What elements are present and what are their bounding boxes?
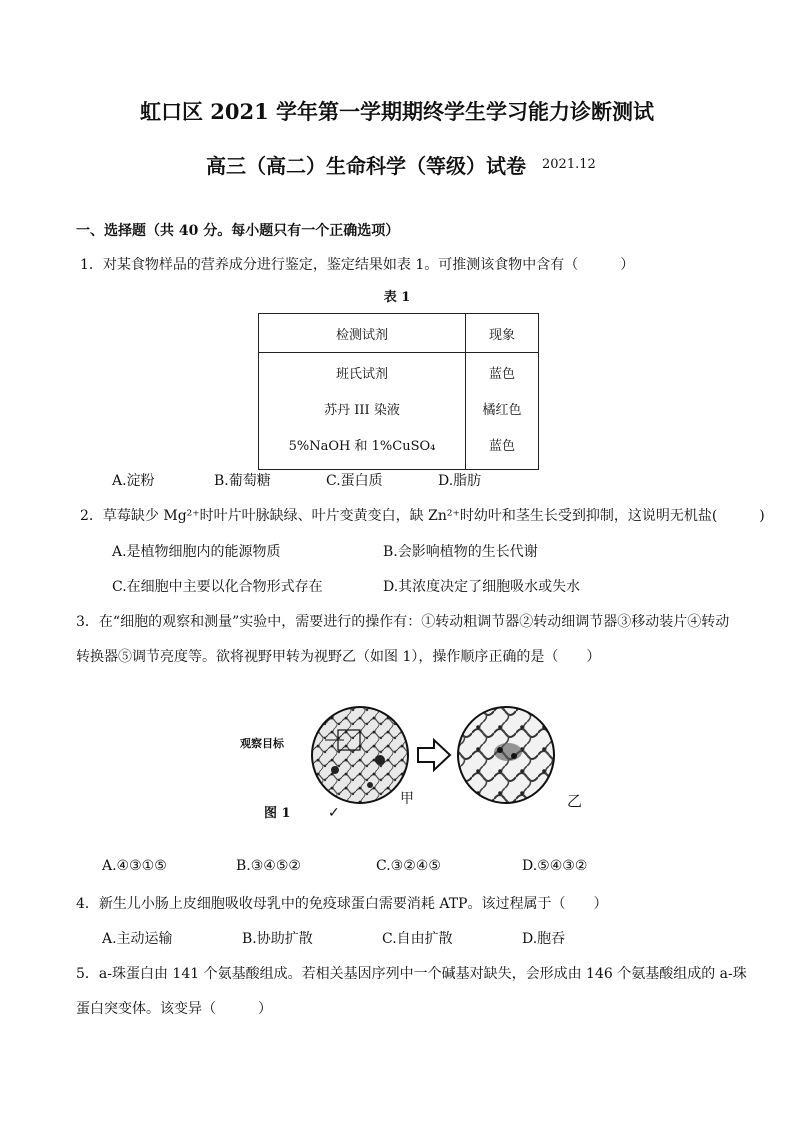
q1-option-b: B.葡萄糖 xyxy=(214,473,271,489)
q3-option-c: C.③②④⑤ xyxy=(376,858,441,874)
q3-option-a: A.④③①⑤ xyxy=(102,858,167,874)
table-cell: 橘红色 xyxy=(482,403,522,418)
table-reagent-column xyxy=(259,353,466,470)
question-5-stem-line1: 5．a-珠蛋白由 141 个氨基酸组成。若相关基因序列中一个碱基对缺失，会形成由 146 个氨基酸组成的 a-珠 xyxy=(76,966,747,982)
q2-option-b: B.会影响植物的生长代谢 xyxy=(383,544,538,560)
question-3-stem-line1: 3．在“细胞的观察和测量”实验中，需要进行的操作有：①转动粗调节器②转动细调节器③移动装片④转动 xyxy=(76,614,730,630)
exam-subtitle: 高三（高二）生命科学（等级）试卷 xyxy=(206,154,526,178)
arrow-right-icon xyxy=(418,740,450,770)
table-cell: 苏丹 III 染液 xyxy=(324,403,400,418)
q2-option-d: D.其浓度决定了细胞吸水或失水 xyxy=(383,579,581,595)
q3-option-b: B.③④⑤② xyxy=(236,858,301,874)
section-heading: 一、选择题（共 40 分。每小题只有一个正确选项） xyxy=(76,223,400,239)
q4-option-c: C.自由扩散 xyxy=(382,931,453,947)
q4-option-d: D.胞吞 xyxy=(522,931,566,947)
q1-option-d: D.脂肪 xyxy=(438,473,482,489)
table-cell: 蓝色 xyxy=(488,367,515,382)
question-2-stem: 2．草莓缺少 Mg²⁺时叶片叶脉缺绿、叶片变黄变白，缺 Zn²⁺时幼叶和茎生长受到抑制，这说明无机盐( ) xyxy=(80,508,765,524)
q3-option-d: D.⑤④③② xyxy=(522,858,588,874)
view-jia-circle xyxy=(312,707,408,803)
table-result-column xyxy=(466,353,539,470)
q2-option-c: C.在细胞中主要以化合物形式存在 xyxy=(112,579,323,595)
table-1-caption: 表 1 xyxy=(383,290,411,305)
table-header-reagent: 检测试剂 xyxy=(259,314,466,353)
q4-option-b: B.协助扩散 xyxy=(242,931,313,947)
table-header-result: 现象 xyxy=(466,314,539,353)
exam-date: 2021.12 xyxy=(542,157,596,172)
q2-option-a: A.是植物细胞内的能源物质 xyxy=(112,544,281,560)
question-4-stem: 4．新生儿小肠上皮细胞吸收母乳中的免疫球蛋白需要消耗 ATP。该过程属于（ ） xyxy=(76,896,608,912)
figure-label-jia: 甲 xyxy=(400,791,414,807)
question-3-stem-line2: 转换器⑤调节亮度等。欲将视野甲转为视野乙（如图 1），操作顺序正确的是（ ） xyxy=(76,649,601,665)
table-cell: 5%NaOH 和 1%CuSO₄ xyxy=(288,439,436,454)
q1-option-c: C.蛋白质 xyxy=(326,473,383,489)
figure-1-caption: 图 1 xyxy=(264,806,291,821)
figure-label-yi: 乙 xyxy=(567,792,583,810)
question-5-stem-line2: 蛋白突变体。该变异（ ） xyxy=(76,1001,272,1017)
table-1 xyxy=(258,313,539,470)
exam-title: 虹口区 2021 学年第一学期期终学生学习能力诊断测试 xyxy=(139,99,655,124)
table-cell: 蓝色 xyxy=(488,439,515,454)
q1-option-a: A.淀粉 xyxy=(112,473,155,489)
q4-option-a: A.主动运输 xyxy=(102,931,173,947)
table-cell: 班氏试剂 xyxy=(335,367,388,382)
view-yi-circle xyxy=(458,707,554,803)
question-1-stem: 1．对某食物样品的营养成分进行鉴定，鉴定结果如表 1。可推测该食物中含有（ ） xyxy=(80,257,635,273)
checkmark-icon: ✓ xyxy=(328,805,340,821)
figure-label-target: 观察目标 xyxy=(240,737,284,750)
